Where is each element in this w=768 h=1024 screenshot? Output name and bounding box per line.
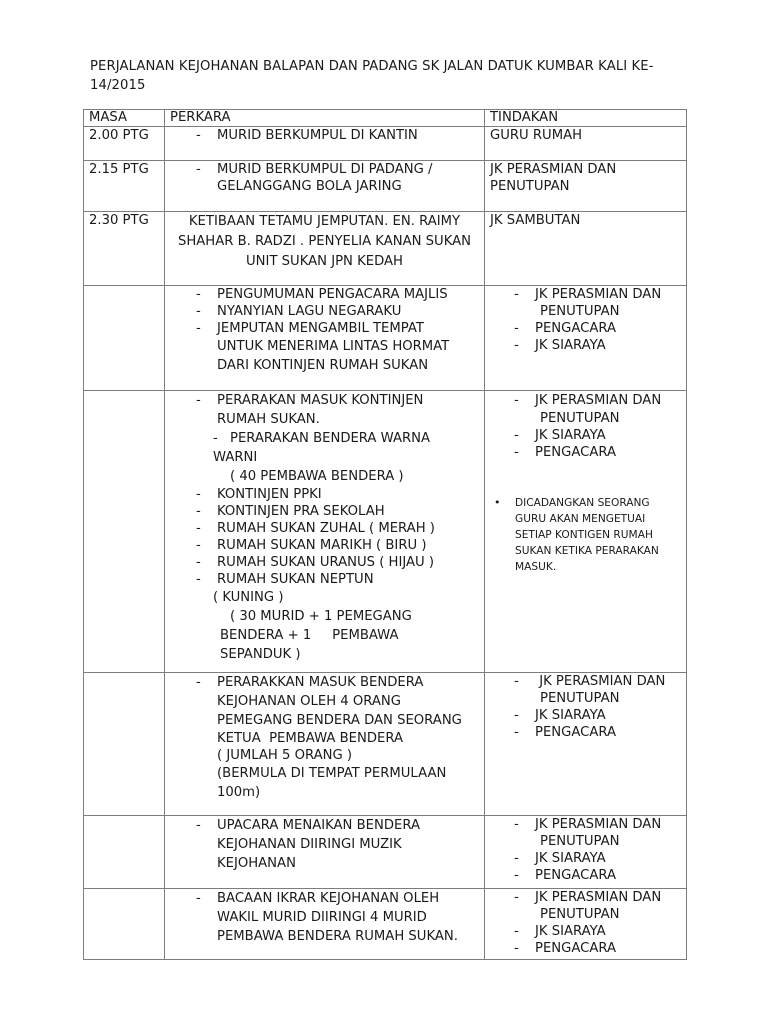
text-line: PENUTUPAN <box>540 691 620 706</box>
list-item: - KONTINJEN PPKI <box>170 486 479 503</box>
header-masa: MASA <box>84 110 165 127</box>
list-item: - RUMAH SUKAN URANUS ( HIJAU ) <box>170 554 479 571</box>
cell-perkara <box>165 161 485 212</box>
text-line: UNTUK MENERIMA LINTAS HORMAT <box>217 339 450 354</box>
cell-tindakan <box>485 286 687 391</box>
list-item: - JK PERASMIAN DAN <box>490 889 681 906</box>
cell-tindakan <box>485 889 687 960</box>
list-item: - JK PERASMIAN DAN <box>490 286 681 303</box>
list-item: - PENGACARA <box>490 724 681 741</box>
list-item: - JK SIARAYA <box>490 707 681 724</box>
text-line: (BERMULA DI TEMPAT PERMULAAN <box>217 766 447 781</box>
list-item: - PENGACARA <box>490 320 681 337</box>
list-item: - JK PERASMIAN DAN <box>490 673 681 690</box>
table-row <box>84 286 687 391</box>
text-line: 100m) <box>217 785 261 800</box>
text-line: GELANGGANG BOLA JARING <box>217 179 402 194</box>
cell-masa <box>84 816 165 889</box>
cell-perkara <box>165 286 485 391</box>
title-line-1: PERJALANAN KEJOHANAN BALAPAN DAN PADANG SK JALAN DATUK KUMBAR KALI KE- <box>90 59 654 74</box>
text-line: ( 30 MURID + 1 PEMEGANG <box>230 609 412 624</box>
text-line: KETUA PEMBAWA BENDERA <box>217 731 404 746</box>
table-row <box>84 816 687 889</box>
cell-tindakan <box>485 161 687 212</box>
cell-masa: 2.30 PTG <box>84 212 165 286</box>
table-row <box>84 673 687 816</box>
text-line: - PERARAKAN BENDERA WARNA <box>213 431 431 446</box>
text-line: WAKIL MURID DIIRINGI 4 MURID <box>217 910 427 925</box>
cell-perkara <box>165 673 485 816</box>
text-line: ( KUNING ) <box>213 590 284 605</box>
list-item: - PERARAKKAN MASUK BENDERA <box>170 673 479 692</box>
text-line: RUMAH SUKAN. <box>217 412 320 427</box>
list-item: - JK PERASMIAN DAN <box>490 391 681 410</box>
table-row <box>84 391 687 673</box>
cell-masa <box>84 286 165 391</box>
cell-tindakan: JK SAMBUTAN <box>485 212 687 286</box>
text-line: ( 40 PEMBAWA BENDERA ) <box>230 469 404 484</box>
header-perkara: PERKARA <box>165 110 485 127</box>
table-header-row <box>84 110 687 127</box>
table-row <box>84 127 687 161</box>
text-line: PEMEGANG BENDERA DAN SEORANG <box>217 713 462 728</box>
text-line: JK PERASMIAN DAN <box>490 162 617 177</box>
list-item: - JK SIARAYA <box>490 850 681 867</box>
cell-masa <box>84 673 165 816</box>
list-item: - RUMAH SUKAN NEPTUN <box>170 571 479 588</box>
cell-masa <box>84 391 165 673</box>
header-tindakan: TINDAKAN <box>485 110 687 127</box>
text-line: BENDERA + 1 PEMBAWA <box>220 628 399 643</box>
list-item: - MURID BERKUMPUL DI PADANG / <box>170 161 479 178</box>
list-item: - PENGACARA <box>490 940 681 957</box>
list-item: - PERARAKAN MASUK KONTINJEN <box>170 391 479 410</box>
list-item: - JEMPUTAN MENGAMBIL TEMPAT <box>170 320 479 337</box>
text-line: WARNI <box>213 450 258 465</box>
text-line: PENUTUPAN <box>540 834 620 849</box>
note <box>490 495 675 575</box>
table-row <box>84 889 687 960</box>
cell-perkara <box>165 889 485 960</box>
text-line: KEJOHANAN <box>217 856 296 871</box>
document-title <box>90 57 690 95</box>
bullet-icon: • <box>494 496 501 509</box>
text-line: PENUTUPAN <box>490 179 570 194</box>
table-row <box>84 161 687 212</box>
list-item: - KONTINJEN PRA SEKOLAH <box>170 503 479 520</box>
cell-tindakan <box>485 816 687 889</box>
cell-tindakan: GURU RUMAH <box>485 127 687 161</box>
note-text: DICADANGKAN SEORANG GURU AKAN MENGETUAI SETIAP KONTIGEN RUMAH SUKAN KETIKA PERARAKAN MASUK. <box>515 497 659 573</box>
schedule-table <box>83 109 687 960</box>
table-row <box>84 212 687 286</box>
list-item: - JK SIARAYA <box>490 923 681 940</box>
text-line: KETIBAAN TETAMU JEMPUTAN. EN. RAIMY <box>188 214 461 229</box>
cell-perkara <box>165 816 485 889</box>
list-item: - PENGACARA <box>490 444 681 461</box>
cell-perkara <box>165 212 485 286</box>
text-line: SEPANDUK ) <box>220 647 301 662</box>
list-item: - NYANYIAN LAGU NEGARAKU <box>170 303 479 320</box>
text-line: ( JUMLAH 5 ORANG ) <box>217 748 353 763</box>
text-line: PENUTUPAN <box>540 907 620 922</box>
list-item: - JK SIARAYA <box>490 337 681 354</box>
text-line: KEJOHANAN DIIRINGI MUZIK <box>217 837 402 852</box>
text-line: UNIT SUKAN JPN KEDAH <box>246 254 403 269</box>
text-line: PENUTUPAN <box>540 411 620 426</box>
list-item: - MURID BERKUMPUL DI KANTIN <box>170 127 479 144</box>
list-item: - RUMAH SUKAN ZUHAL ( MERAH ) <box>170 520 479 537</box>
list-item: - JK SIARAYA <box>490 427 681 444</box>
text-line: DARI KONTINJEN RUMAH SUKAN <box>217 358 429 373</box>
text-line: SHAHAR B. RADZI . PENYELIA KANAN SUKAN <box>177 234 472 249</box>
list-item: - UPACARA MENAIKAN BENDERA <box>170 816 479 835</box>
cell-tindakan <box>485 391 687 673</box>
text-line: KEJOHANAN OLEH 4 ORANG <box>217 694 401 709</box>
list-item: - JK PERASMIAN DAN <box>490 816 681 833</box>
cell-perkara <box>165 127 485 161</box>
cell-masa: 2.00 PTG <box>84 127 165 161</box>
list-item: - PENGACARA <box>490 867 681 884</box>
list-item: - RUMAH SUKAN MARIKH ( BIRU ) <box>170 537 479 554</box>
title-line-2: 14/2015 <box>90 78 146 93</box>
cell-masa <box>84 889 165 960</box>
cell-tindakan <box>485 673 687 816</box>
cell-masa: 2.15 PTG <box>84 161 165 212</box>
text-line: PEMBAWA BENDERA RUMAH SUKAN. <box>217 929 458 944</box>
cell-perkara <box>165 391 485 673</box>
text-line: PENUTUPAN <box>540 304 620 319</box>
list-item: - PENGUMUMAN PENGACARA MAJLIS <box>170 286 479 303</box>
list-item: - BACAAN IKRAR KEJOHANAN OLEH <box>170 889 479 908</box>
